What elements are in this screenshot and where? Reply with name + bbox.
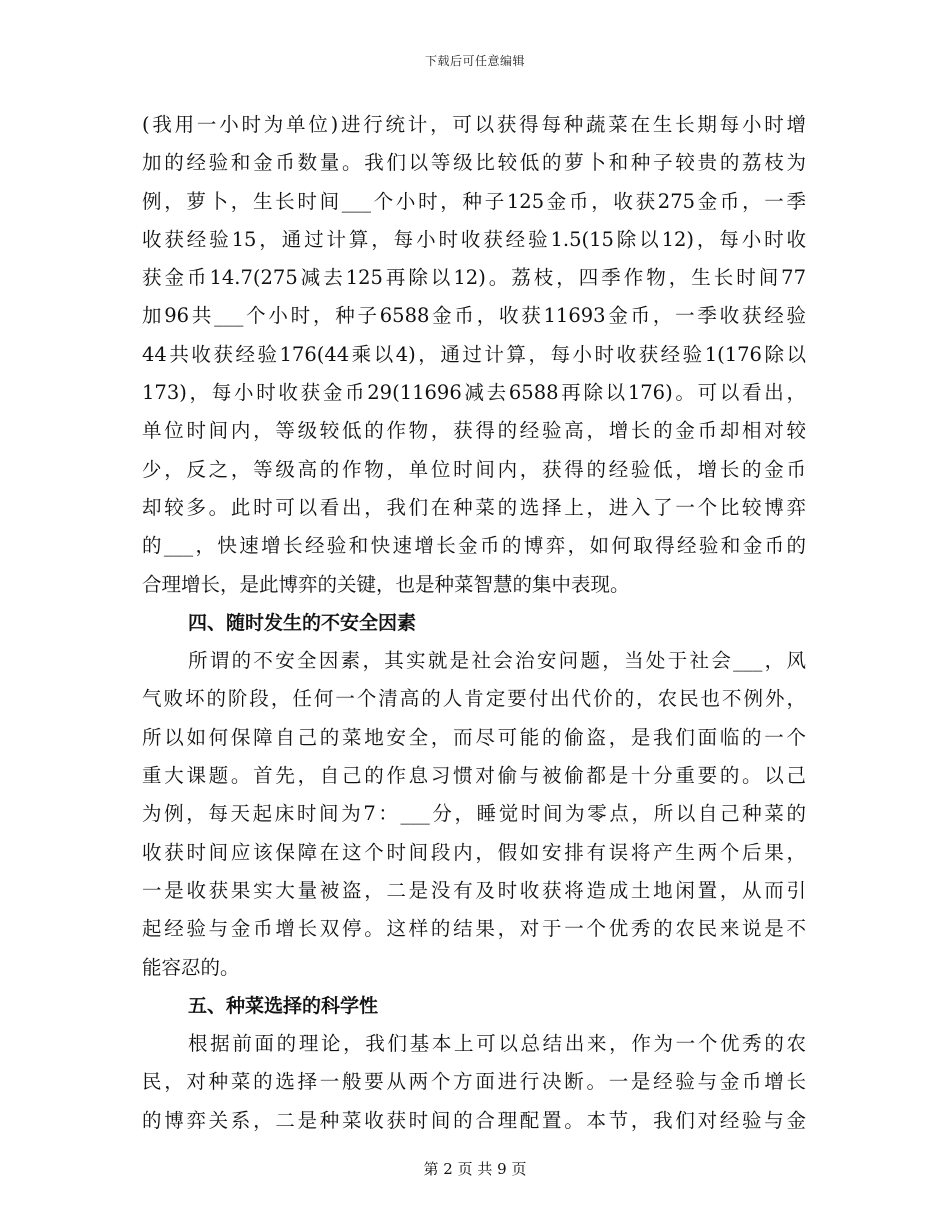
text-line: 所谓的不安全因素，其实就是社会治安问题，当处于社会___，风 — [188, 649, 806, 673]
paragraph-growth-analysis — [142, 106, 806, 604]
text-line: 173)，每小时收获金币29(11696减去6588再除以176)。可以看出， — [142, 381, 806, 405]
text-line: 加的经验和金币数量。我们以等级比较低的萝卜和种子较贵的荔枝为 — [142, 151, 806, 175]
text-line: 能容忍的。 — [142, 955, 240, 979]
section-heading-unsafe-factors: 四、随时发生的不安全因素 — [188, 611, 417, 634]
text-line: 44共收获经验176(44乘以4)，通过计算，每小时收获经验1(176除以 — [142, 342, 806, 366]
text-line: 加96共___个小时，种子6588金币，收获11693金币，一季收获经验 — [142, 304, 806, 328]
paragraph-unsafe-factors — [142, 642, 806, 987]
text-line: 起经验与金币增长双停。这样的结果，对于一个优秀的农民来说是不 — [142, 917, 806, 941]
text-line: 气败坏的阶段，任何一个清高的人肯定要付出代价的，农民也不例外， — [142, 687, 806, 711]
text-line: 却较多。此时可以看出，我们在种菜的选择上，进入了一个比较博弈 — [142, 495, 806, 519]
text-line: 所以如何保障自己的菜地安全，而尽可能的偷盗，是我们面临的一个 — [142, 725, 806, 749]
text-line: 收获经验15，通过计算，每小时收获经验1.5(15除以12)，每小时收 — [142, 227, 806, 251]
text-line: 单位时间内，等级较低的作物，获得的经验高，增长的金币却相对较 — [142, 419, 806, 443]
text-line: 例，萝卜，生长时间___个小时，种子125金币，收获275金币，一季 — [142, 189, 806, 213]
text-line: 的___，快速增长经验和快速增长金币的博弈，如何取得经验和金币的 — [142, 534, 806, 558]
paragraph-vegetable-selection — [142, 1025, 806, 1140]
text-line: 为例，每天起床时间为7：___分，睡觉时间为零点，所以自己种菜的 — [142, 802, 806, 826]
page-number: 第 2 页 共 9 页 — [423, 1160, 527, 1178]
text-line: 根据前面的理论，我们基本上可以总结出来，作为一个优秀的农 — [188, 1032, 806, 1056]
text-line: 重大课题。首先，自己的作息习惯对偷与被偷都是十分重要的。以己 — [142, 764, 806, 788]
text-line: 收获时间应该保障在这个时间段内，假如安排有误将产生两个后果， — [142, 840, 806, 864]
text-line: 民，对种菜的选择一般要从两个方面进行决断。一是经验与金币增长 — [142, 1070, 806, 1094]
text-line: 一是收获果实大量被盗，二是没有及时收获将造成土地闲置，从而引 — [142, 878, 806, 902]
text-line: (我用一小时为单位)进行统计，可以获得每种蔬菜在生长期每小时增 — [142, 113, 806, 136]
text-line: 少，反之，等级高的作物，单位时间内，获得的经验低，增长的金币 — [142, 457, 806, 481]
section-heading-vegetable-selection: 五、种菜选择的科学性 — [188, 994, 379, 1017]
text-line: 的博弈关系，二是种菜收获时间的合理配置。本节，我们对经验与金 — [142, 1108, 806, 1132]
page-header: 下载后可任意编辑 — [424, 54, 525, 68]
text-line: 获金币14.7(275减去125再除以12)。荔枝，四季作物，生长时间77 — [142, 266, 806, 290]
document-body — [142, 106, 806, 1140]
text-line: 合理增长，是此博弈的关键，也是种菜智慧的集中表现。 — [142, 572, 630, 596]
